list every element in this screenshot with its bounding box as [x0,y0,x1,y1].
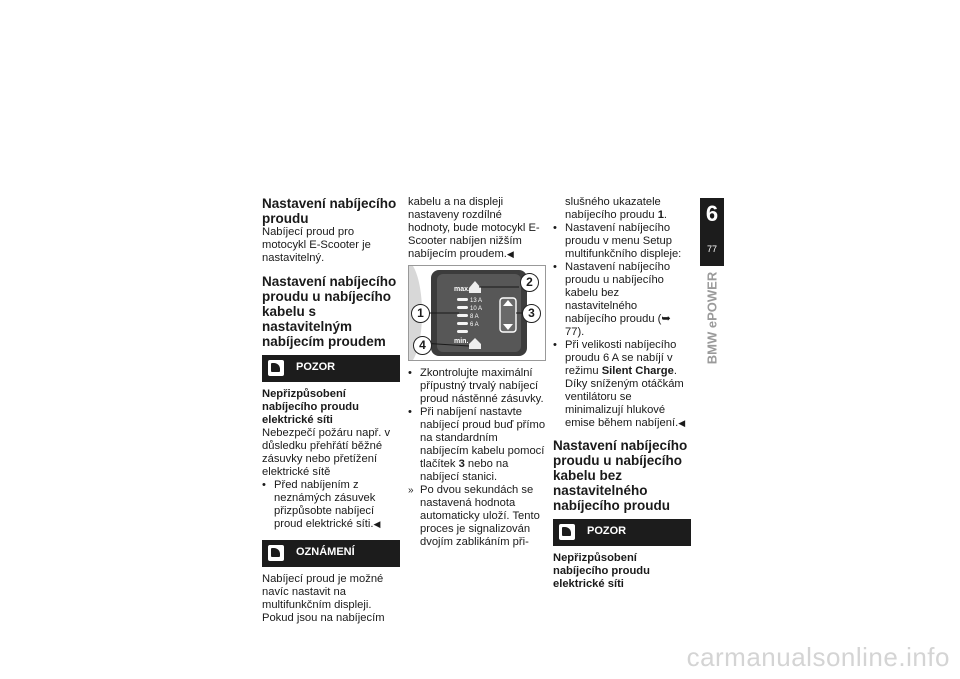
warning-title: Nepřizpůsobení nabíjecího proudu elektrické síti [262,388,359,426]
level-label: 10 A [470,306,483,312]
section-heading: Nastavení nabíjecího proudu u nabíjecího kabelu bez nastavitelného nabíjecího proudu [553,438,688,513]
paragraph: slušného ukazatele nabíjecího proudu 1. [565,196,668,221]
callout-4: 4 [413,336,432,355]
chapter-number: 6 [705,201,719,226]
warning-icon [268,360,284,376]
list-item: • Před nabíjením z neznámých zásuvek přizpůsobte nabíjecí proud elektrické síti. ◀ [262,479,400,531]
paragraph: Nabíjecí proud pro motocykl E-Scooter je nastavitelný. [262,226,371,264]
charging-cable-figure [408,265,546,361]
paragraph: Nabíjecí proud je možné navíc nastavit na multifunkčním displeji. Pokud jsou na nabíjecím [262,573,385,624]
list-item: • Při velikosti nabíjecího proudu 6 A se nabíjí v režimu Silent Charge. Díky sníženým otáčkám ventilátoru se minimalizují hlukové emise během nabíjení. ◀ [553,339,691,430]
side-brand-label: BMW ePOWER [704,271,720,365]
warning-icon [559,524,575,540]
bullet-list [408,367,546,549]
notice-icon [268,545,284,561]
bullet-list [262,479,400,531]
level-label: 6 A [470,322,479,328]
notice-box [262,540,400,567]
warning-label: POZOR [587,525,627,537]
notice-label: OZNÁMENÍ [296,546,355,558]
callout-2: 2 [520,273,539,292]
list-item: • Nastavení nabíjecího proudu v menu Setup multifunkčního displeje: [553,222,691,261]
list-item: • Zkontrolujte maximální přípustný trvalý nabíjecí proud nástěnné zásuvky. [408,367,546,406]
column-2 [408,196,546,549]
max-label: max. [454,286,470,293]
paragraph: Nebezpečí požáru např. v důsledku přehřátí běžné zásuvky nebo přetížení elektrické sítě [262,427,391,478]
section-heading: Nastavení nabíjecího proudu u nabíjecího kabelu s nastavitelným nabíjecím proudem [262,274,397,349]
column-1 [262,196,400,625]
page-number: 77 [706,244,717,254]
min-label: min. [454,338,469,345]
list-item: » Po dvou sekundách se nastavená hodnota automaticky uloží. Tento proces je signalizován dvojím zablikáním při- [408,484,546,549]
watermark: carmanualsonline.info [686,642,950,672]
chapter-tab [700,198,724,266]
callout-3: 3 [522,304,541,323]
list-item: • Při nabíjení nastavte nabíjecí proud buď přímo na standardním nabíjecím kabelu pomocí tlačítek 3 nebo na nabíjecí stanici. [408,406,546,484]
section-heading: Nastavení nabíjecího proudu [262,196,397,226]
paragraph: kabelu a na displeji nastaveny rozdílné hodnoty, bude motocykl E-Scooter nabíjen nižším nabíjecím proudem. ◀ [408,196,546,261]
warning-box [262,355,400,382]
warning-label: POZOR [296,361,336,373]
level-label: 8 A [470,314,479,320]
level-label: 13 A [470,298,483,304]
bullet-list [553,222,691,430]
callout-1: 1 [411,304,430,323]
list-item: • Nastavení nabíjecího proudu u nabíjecího kabelu bez nastavitelného nabíjecího proudu (➥ 77). [553,261,691,339]
warning-box [553,519,691,546]
warning-title: Nepřizpůsobení nabíjecího proudu elektrické síti [553,552,650,590]
column-3 [553,196,691,591]
